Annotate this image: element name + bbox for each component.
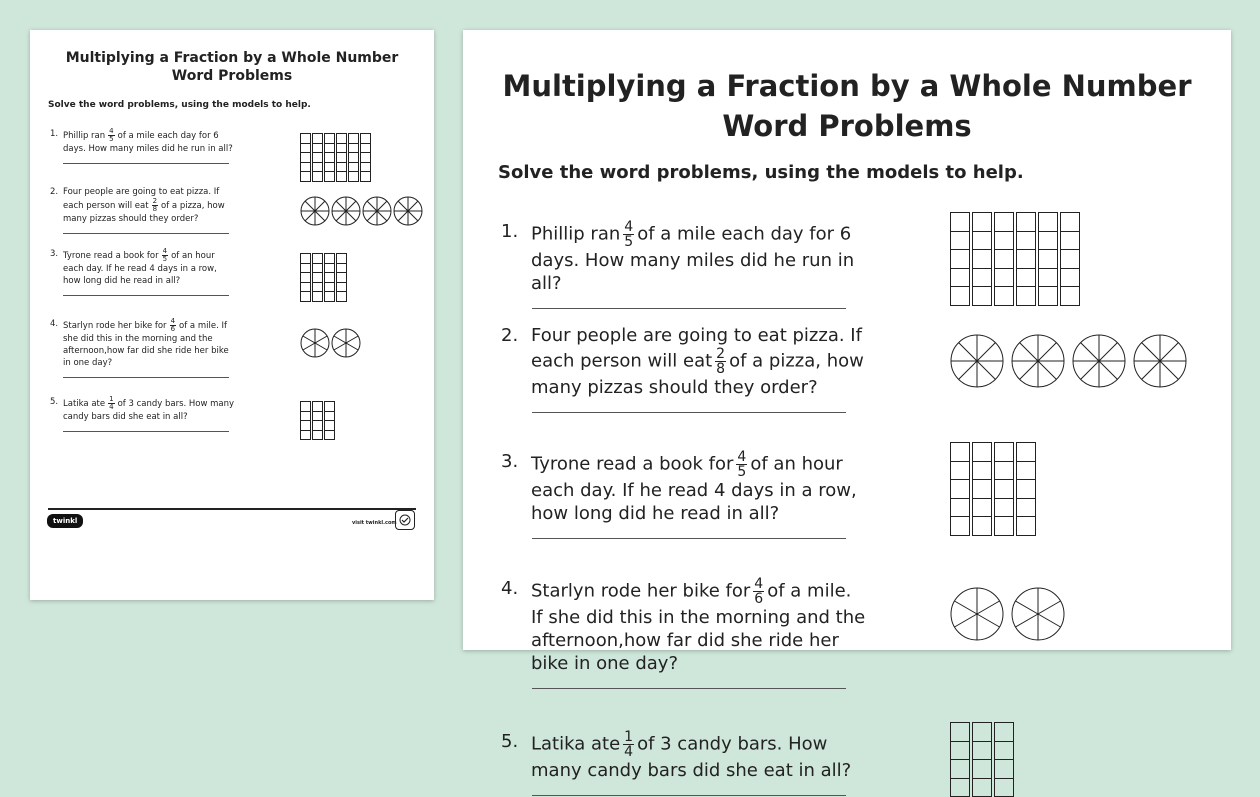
numerator: 4 — [736, 450, 747, 465]
fraction-bar — [312, 253, 323, 302]
text-after: of 3 candy bars. How many candy bars did she eat in all? — [531, 734, 851, 782]
bar-cell — [1061, 250, 1079, 269]
denominator: 8 — [716, 362, 725, 376]
bar-cell — [995, 480, 1013, 499]
bar-cell — [995, 269, 1013, 288]
fraction — [108, 396, 114, 411]
bar-cell — [1061, 232, 1079, 251]
question-text — [531, 324, 866, 399]
bar-cell — [973, 742, 991, 761]
bar-cell — [313, 163, 322, 173]
bar-cell — [325, 163, 334, 173]
bar-cell — [951, 517, 969, 536]
bar-model — [950, 212, 1080, 306]
word-problem — [501, 450, 866, 539]
text-after: of a mile each day for 6 days. How many miles did he run in all? — [63, 131, 233, 154]
fraction-bar — [300, 401, 311, 440]
numerator: 4 — [753, 577, 764, 592]
word-problem — [501, 730, 866, 796]
bar-model — [950, 442, 1036, 536]
question — [501, 450, 866, 525]
numerator: 4 — [108, 128, 114, 136]
word-problem — [501, 324, 866, 413]
title-line-1: Multiplying a Fraction by a Whole Number — [30, 50, 434, 68]
fraction-circle — [301, 329, 329, 357]
answer-line[interactable] — [63, 431, 229, 432]
bar-cell — [301, 292, 310, 302]
answer-line[interactable] — [532, 412, 846, 413]
question — [50, 128, 235, 155]
bar-cell — [325, 153, 334, 163]
fraction-bar — [994, 212, 1014, 306]
bar-cell — [1017, 269, 1035, 288]
denominator: 4 — [624, 745, 633, 759]
worksheet-title — [30, 50, 434, 85]
twinkl-logo: twinkl — [47, 514, 83, 528]
fraction-circle — [951, 335, 1003, 387]
bar-cell — [301, 431, 310, 441]
fraction-bar — [972, 212, 992, 306]
problem-number: 3. — [501, 450, 531, 525]
answer-line[interactable] — [63, 163, 229, 164]
answer-line[interactable] — [63, 377, 229, 378]
bar-cell — [349, 172, 358, 182]
bar-cell — [951, 443, 969, 462]
bar-cell — [337, 254, 346, 264]
fraction-bar — [300, 133, 311, 182]
bar-cell — [995, 760, 1013, 779]
question-text — [63, 128, 235, 155]
bar-cell — [995, 723, 1013, 742]
numerator: 2 — [152, 198, 158, 206]
denominator: 8 — [153, 206, 157, 213]
fraction-circle — [1134, 335, 1186, 387]
bar-cell — [361, 144, 370, 154]
fraction-bar — [312, 401, 323, 440]
bar-cell — [325, 402, 334, 412]
problem-number: 4. — [501, 577, 531, 675]
bar-cell — [349, 144, 358, 154]
worksheet-thumbnail — [30, 30, 434, 600]
bar-cell — [973, 462, 991, 481]
problem-number: 4. — [50, 318, 63, 369]
text-after: of an hour each day. If he read 4 days in a row, how long did he read in all? — [531, 454, 857, 525]
bar-cell — [1061, 269, 1079, 288]
bar-cell — [301, 283, 310, 293]
text-before: Tyrone read a book for — [531, 454, 733, 475]
model-wrapper — [950, 334, 1187, 388]
fraction-bar — [972, 442, 992, 536]
bar-cell — [973, 269, 991, 288]
text-before: Four people are going to eat pizza. If each person will eat — [531, 325, 862, 372]
question-text — [63, 186, 235, 225]
pie-model — [950, 334, 1187, 388]
instructions: Solve the word problems, using the models to help. — [498, 162, 1024, 183]
bar-cell — [361, 153, 370, 163]
fraction — [623, 220, 634, 249]
numerator: 1 — [108, 396, 114, 404]
bar-cell — [995, 517, 1013, 536]
numerator: 1 — [623, 730, 634, 745]
fraction — [108, 128, 114, 143]
text-before: Four people are going to eat pizza. If each person will eat — [63, 187, 219, 211]
text-after: of a mile each day for 6 days. How many miles did he run in all? — [531, 224, 854, 295]
bar-cell — [313, 273, 322, 283]
fraction — [170, 318, 176, 333]
bar-cell — [313, 292, 322, 302]
word-problem — [50, 128, 235, 164]
instructions: Solve the word problems, using the models to help. — [48, 100, 311, 110]
text-after: of a pizza, how many pizzas should they order? — [531, 351, 864, 399]
bar-cell — [951, 499, 969, 518]
bar-cell — [301, 254, 310, 264]
bar-cell — [1039, 269, 1057, 288]
fraction-bar — [1038, 212, 1058, 306]
bar-cell — [973, 517, 991, 536]
question — [50, 186, 235, 225]
bar-cell — [313, 153, 322, 163]
bar-cell — [973, 287, 991, 306]
numerator: 2 — [715, 347, 726, 362]
bar-cell — [313, 412, 322, 422]
bar-cell — [337, 163, 346, 173]
fraction-bar — [336, 253, 347, 302]
bar-cell — [1017, 250, 1035, 269]
fraction-bar — [972, 722, 992, 797]
bar-cell — [951, 723, 969, 742]
answer-line[interactable] — [532, 538, 846, 539]
bar-cell — [951, 213, 969, 232]
question-text — [531, 220, 866, 295]
fraction-circle — [394, 197, 422, 225]
bar-cell — [1039, 250, 1057, 269]
word-problem — [50, 318, 235, 378]
fraction-circle — [301, 197, 329, 225]
fraction-bar — [312, 133, 323, 182]
bar-cell — [1017, 213, 1035, 232]
fraction-bar — [994, 722, 1014, 797]
bar-cell — [361, 163, 370, 173]
bar-cell — [313, 431, 322, 441]
numerator: 4 — [170, 318, 176, 326]
bar-cell — [995, 742, 1013, 761]
answer-line[interactable] — [63, 233, 229, 234]
bar-cell — [301, 153, 310, 163]
text-before: Tyrone read a book for — [63, 251, 159, 261]
question — [501, 324, 866, 399]
denominator: 5 — [109, 136, 113, 143]
bar-cell — [361, 134, 370, 144]
fraction-bar — [994, 442, 1014, 536]
bar-cell — [325, 254, 334, 264]
bar-model — [300, 133, 371, 182]
bar-cell — [337, 144, 346, 154]
text-before: Phillip ran — [63, 131, 105, 141]
model-wrapper — [950, 587, 1065, 641]
bar-cell — [325, 421, 334, 431]
problem-number: 5. — [501, 730, 531, 782]
fraction-bar — [348, 133, 359, 182]
fraction-bar — [1016, 212, 1036, 306]
bar-cell — [973, 443, 991, 462]
bar-cell — [973, 499, 991, 518]
bar-cell — [995, 250, 1013, 269]
fraction-bar — [950, 722, 970, 797]
question — [50, 318, 235, 369]
word-problem — [501, 577, 866, 689]
text-before: Phillip ran — [531, 224, 620, 245]
text-after: of 3 candy bars. How many candy bars did she eat in all? — [63, 399, 234, 422]
fraction-bar — [324, 401, 335, 440]
numerator: 4 — [162, 248, 168, 256]
fraction-bar — [300, 253, 311, 302]
bar-cell — [973, 232, 991, 251]
bar-cell — [361, 172, 370, 182]
fraction-circle — [1012, 335, 1064, 387]
footer-rule — [48, 508, 416, 510]
bar-cell — [951, 779, 969, 797]
bar-cell — [325, 273, 334, 283]
fraction-bar — [324, 133, 335, 182]
answer-line[interactable] — [63, 295, 229, 296]
bar-cell — [951, 742, 969, 761]
bar-model — [300, 253, 347, 302]
fraction-bar — [1060, 212, 1080, 306]
question-text — [63, 396, 235, 423]
bar-cell — [973, 250, 991, 269]
bar-cell — [349, 163, 358, 173]
fraction-bar — [950, 212, 970, 306]
bar-cell — [313, 134, 322, 144]
bar-model — [300, 401, 335, 440]
bar-cell — [337, 264, 346, 274]
denominator: 5 — [624, 235, 633, 249]
bar-cell — [951, 232, 969, 251]
fraction — [753, 577, 764, 606]
problem-number: 1. — [501, 220, 531, 295]
numerator: 4 — [623, 220, 634, 235]
bar-cell — [325, 264, 334, 274]
bar-cell — [313, 264, 322, 274]
denominator: 4 — [109, 404, 113, 411]
fraction-bar — [360, 133, 371, 182]
question — [50, 248, 235, 287]
fraction-circle — [951, 588, 1003, 640]
bar-cell — [973, 779, 991, 797]
question-text — [531, 730, 866, 782]
bar-cell — [313, 172, 322, 182]
question — [501, 577, 866, 675]
bar-cell — [301, 402, 310, 412]
bar-cell — [995, 462, 1013, 481]
fraction-circle — [332, 329, 360, 357]
question — [50, 396, 235, 423]
pie-model — [950, 587, 1065, 641]
worksheet-title — [463, 66, 1231, 146]
bar-cell — [1039, 232, 1057, 251]
text-before: Starlyn rode her bike for — [63, 321, 167, 331]
bar-cell — [301, 163, 310, 173]
model-wrapper — [300, 196, 423, 226]
pie-model — [300, 328, 361, 358]
bar-cell — [1017, 499, 1035, 518]
title-line-1: Multiplying a Fraction by a Whole Number — [463, 66, 1231, 106]
denominator: 6 — [171, 326, 175, 333]
denominator: 5 — [737, 465, 746, 479]
bar-cell — [301, 412, 310, 422]
bar-cell — [337, 292, 346, 302]
bar-cell — [349, 134, 358, 144]
bar-cell — [301, 134, 310, 144]
text-after: of a pizza, how many pizzas should they order? — [63, 201, 225, 224]
question — [501, 220, 866, 295]
bar-cell — [973, 723, 991, 742]
bar-cell — [995, 499, 1013, 518]
bar-cell — [313, 421, 322, 431]
bar-cell — [337, 273, 346, 283]
fraction — [162, 248, 168, 263]
bar-cell — [301, 273, 310, 283]
fraction-circle — [363, 197, 391, 225]
bar-cell — [301, 421, 310, 431]
title-line-2: Word Problems — [30, 68, 434, 86]
worksheet-page — [463, 30, 1231, 650]
bar-cell — [1017, 232, 1035, 251]
answer-line[interactable] — [532, 688, 846, 689]
bar-cell — [1017, 462, 1035, 481]
bar-cell — [995, 779, 1013, 797]
fraction-circle — [1012, 588, 1064, 640]
bar-cell — [951, 760, 969, 779]
pie-model — [300, 196, 423, 226]
bar-cell — [301, 144, 310, 154]
bar-cell — [301, 264, 310, 274]
bar-cell — [325, 172, 334, 182]
bar-cell — [313, 283, 322, 293]
word-problem — [50, 248, 235, 296]
bar-cell — [973, 760, 991, 779]
bar-cell — [337, 172, 346, 182]
bar-cell — [325, 292, 334, 302]
site-link: visit twinkl.com — [352, 520, 397, 526]
bar-cell — [325, 283, 334, 293]
bar-cell — [995, 287, 1013, 306]
bar-cell — [325, 431, 334, 441]
bar-cell — [325, 144, 334, 154]
fraction — [152, 198, 158, 213]
denominator: 5 — [163, 256, 167, 263]
bar-cell — [951, 480, 969, 499]
text-before: Latika ate — [63, 399, 105, 409]
bar-cell — [313, 402, 322, 412]
fraction-bar — [324, 253, 335, 302]
bar-cell — [951, 250, 969, 269]
bar-cell — [995, 443, 1013, 462]
answer-line[interactable] — [532, 308, 846, 309]
fraction-bar — [336, 133, 347, 182]
bar-cell — [1017, 480, 1035, 499]
problem-number: 3. — [50, 248, 63, 287]
fraction — [623, 730, 634, 759]
text-before: Starlyn rode her bike for — [531, 581, 750, 602]
bar-cell — [951, 287, 969, 306]
model-wrapper — [300, 328, 361, 358]
question — [501, 730, 866, 782]
fraction — [715, 347, 726, 376]
text-after: of an hour each day. If he read 4 days in a row, how long did he read in all? — [63, 251, 217, 286]
problem-number: 2. — [501, 324, 531, 399]
question-text — [531, 450, 866, 525]
problem-number: 5. — [50, 396, 63, 423]
badge-icon — [395, 510, 415, 530]
denominator: 6 — [754, 592, 763, 606]
bar-model — [950, 722, 1014, 797]
bar-cell — [337, 134, 346, 144]
fraction-bar — [950, 442, 970, 536]
bar-cell — [349, 153, 358, 163]
word-problem — [50, 396, 235, 432]
question-text — [63, 248, 235, 287]
bar-cell — [1017, 517, 1035, 536]
bar-cell — [951, 462, 969, 481]
bar-cell — [337, 283, 346, 293]
bar-cell — [995, 232, 1013, 251]
word-problem — [501, 220, 866, 309]
fraction-bar — [1016, 442, 1036, 536]
bar-cell — [1017, 287, 1035, 306]
text-before: Latika ate — [531, 734, 620, 755]
answer-line[interactable] — [532, 795, 846, 796]
question-text — [531, 577, 866, 675]
bar-cell — [325, 412, 334, 422]
text-after: of a mile. If she did this in the morning and the afternoon,how far did she ride her bike in one day? — [63, 321, 229, 368]
bar-cell — [1061, 287, 1079, 306]
bar-cell — [1039, 213, 1057, 232]
bar-cell — [301, 172, 310, 182]
bar-cell — [995, 213, 1013, 232]
problem-number: 2. — [50, 186, 63, 225]
bar-cell — [973, 480, 991, 499]
bar-cell — [313, 144, 322, 154]
fraction — [736, 450, 747, 479]
fraction-circle — [332, 197, 360, 225]
bar-cell — [313, 254, 322, 264]
bar-cell — [337, 153, 346, 163]
bar-cell — [951, 269, 969, 288]
bar-cell — [973, 213, 991, 232]
bar-cell — [1039, 287, 1057, 306]
question-text — [63, 318, 235, 369]
title-line-2: Word Problems — [463, 106, 1231, 146]
bar-cell — [1017, 443, 1035, 462]
problem-number: 1. — [50, 128, 63, 155]
word-problem — [50, 186, 235, 234]
bar-cell — [325, 134, 334, 144]
bar-cell — [1061, 213, 1079, 232]
text-after: of a mile. If she did this in the morning and the afternoon,how far did she ride her bike in one day? — [531, 581, 865, 675]
fraction-circle — [1073, 335, 1125, 387]
